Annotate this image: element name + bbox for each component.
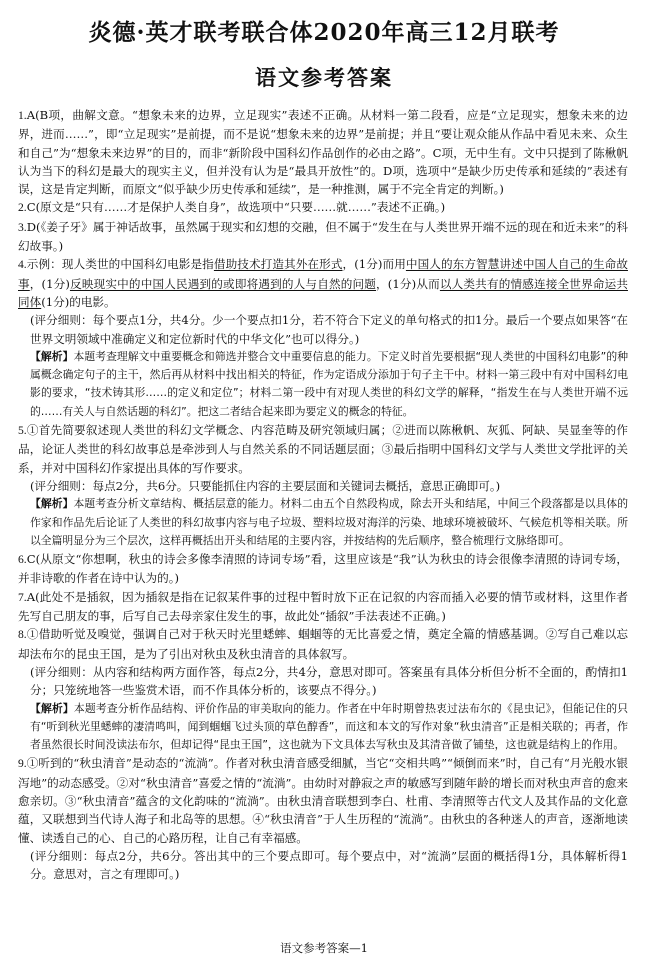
analysis-tag: 【解析】 [30, 497, 74, 511]
answer-number: 6. [18, 553, 27, 567]
answer-text: C(原文是“只有……才是保护人类自身”，故选项中“只要……就……”表述不正确。) [26, 200, 446, 215]
answer-number: 1. [18, 109, 27, 122]
answer-number: 3. [18, 220, 27, 234]
analysis-block [18, 700, 628, 755]
answer-item-q6 [18, 550, 628, 588]
answer-number: 8. [18, 628, 27, 642]
answer-item [18, 218, 628, 256]
underlined-point: 中国人的东方智慧讲述中国人自己的生命故事 [18, 257, 628, 291]
answer-key-heading: 语文参考答案 [255, 65, 393, 90]
answer-text: D(《姜子牙》属于神话故事，虽然属于现实和幻想的交融，但不属于“发生在与人类世界开端不远的现在和近未来”的科幻故事。) [18, 219, 628, 254]
scoring-rules: (评分细则：从内容和结构两方面作答，每点2分，共4分，意思对即可。答案虽有具体分析但分析不全面的，酌情扣1分；只笼统地答一些鉴赏术语，而不作具体分析的，该要点不得分。) [30, 664, 628, 698]
answer-text: ，(1分)而用 [342, 257, 406, 272]
answer-text: ①首先简要叙述现人类世的科幻文学概念、内容范畴及研究领域归属；②进而以陈楸帆、灰狐、阿缺、吴显奎等的作品，论证人类世的科幻故事总是牵涉到人与自然关系的不同话题层面；③最后指明中国科幻文学与人类世文学批评的关系，并对中国科幻作家提出具体的写作要求。 [18, 423, 628, 475]
analysis-tag: 【解析】 [30, 349, 74, 363]
answer-text: ①听到的“秋虫清音”是动态的“流淌”。作者对秋虫清音感受细腻，当它“交相共鸣”“倾倒而来”时，自己有“月光般水银泻地”的动态感受。②对“秋虫清音”喜爱之情的“流淌”。由幼时对静寂之声的敏感写到随年龄的增长而对秋虫声音的愈来愈亲切。③“秋虫清音”蕴含的文化韵味的“流淌”。由秋虫清音联想到李白、杜甫、李清照等古代文人及其作品的文化意蕴，又联想到当代诗人海子和北岛等的思想。④“秋虫清音”于人生历程的“流淌”。由秋虫的各种迷人的声音，逐渐地读懂、读透自己的心、自己的心路历程，让自己有幸福感。 [18, 756, 628, 845]
answer-item-q8 [18, 625, 628, 663]
answer-item-q7 [18, 588, 628, 626]
answer-number: 7. [18, 590, 27, 604]
scoring-rules: (评分细则：每个要点1分，共4分。少一个要点扣1分，若不符合下定义的单句格式的扣1分。最后一个要点如果答“在世界文明领域中准确定义和定位新时代的中华文化”也可以得分。) [30, 313, 628, 346]
underlined-point: 以人类共有的情感连接全世界命运共同体 [18, 276, 628, 309]
underlined-point: 反映现实中的中国人民遇到的或即将遇到的人与自然的问题 [69, 276, 377, 291]
exam-title: 炎德·英才联考联合体2020年高三12月联考 [88, 19, 560, 46]
answer-item-q5 [18, 421, 628, 477]
underlined-point: 借助技术打造其外在形式 [213, 257, 343, 272]
scoring-rules: (评分细则：每点2分，共6分。答出其中的三个要点即可。每个要点中，对“流淌”层面的概括得1分，具体解析得1分。意思对，言之有理即可。) [30, 848, 628, 882]
analysis-text: 本题考查理解文中重要概念和筛选并整合文中重要信息的能力。下定义时首先要根据“现人类世的中国科幻电影”的种属概念确定句子的主干，然后再从材料中找出相关的特征，作为定语成分添加于句子主干中。材料一第三段中有对中国科幻电影的要求，“技术铸其形……的定义和定位”；材料二第一段中有对现人类世的科幻文学的解释，“指发生在与人类世开端不远的……有关人与自然话题的科幻”。把这二者结合起来即为要定义的概念的特征。 [30, 349, 629, 418]
answer-number: 9. [18, 757, 27, 771]
answer-number: 2. [18, 201, 27, 215]
answer-item-q9 [18, 754, 628, 846]
answer-text: ，(1分) [29, 276, 70, 291]
answer-text: C(从原文“你想啊，秋虫的诗会多像李清照的诗词专场”看，这里应该是“我”认为秋虫的诗会很像李清照的诗词专场，并非诗歌的作者在诗中认为的。) [18, 552, 628, 586]
analysis-tag: 【解析】 [30, 701, 74, 715]
answer-content [18, 106, 628, 883]
analysis-text: 本题考查分析文章结构、概括层意的能力。材料二由五个自然段构成，除去开头和结尾，中间三个段落都是以具体的作家和作品先后论证了人类世的科幻故事内容与电子垃圾、塑料垃圾对海洋的污染、地球环境被破坏、气候危机等相关联。所以全篇明显分为三个层次，这样再概括出开头和结尾的主要内容，并按结构的先后顺序，整合梳理行文脉络即可。 [30, 497, 628, 547]
analysis-text: 本题考查分析作品结构、评价作品的审美取向的能力。作者在中年时期曾热衷过法布尔的《昆虫记》，但能记住的只有“听到秋光里蟋蟀的凄清鸣叫，闻到蝈蝈飞过头顶的草色醇香”，而这和本文的写作对象“秋虫清音”正是相关联的；再者，作者虽然很长时间没读法布尔，但却记得“昆虫王国”，这也就为下文具体去写秋虫及其清音做了铺垫，这也就是结构上的作用。 [30, 701, 628, 752]
analysis-block [18, 495, 628, 550]
answer-item-q4 [18, 255, 628, 311]
answer-text: A(此处不是插叙，因为插叙是指在记叙某件事的过程中暂时放下正在记叙的内容而插入必要的情节或材料，这里作者先写自己朋友的事，后写自己去母亲家住发生的事，故此处“插叙”手法表述不正确。) [18, 589, 628, 624]
answer-number: 4. [18, 258, 27, 272]
answer-text: (1分)的电影。 [41, 294, 116, 309]
scoring-rules: (评分细则：每点2分，共6分。只要能抓住内容的主要层面和关键词去概括，意思正确即可。) [30, 478, 501, 493]
answer-text: ①借助听觉及嗅觉，强调自己对于秋天时光里蟋蟀、蝈蝈等的无比喜爱之情，奠定全篇的情感基调。②写自己难以忘却法布尔的昆虫王国，是为了引出对秋虫及秋虫清音的具体叙写。 [18, 627, 628, 661]
answer-number: 5. [18, 424, 27, 438]
answer-text: ，(1分)从而 [376, 276, 440, 291]
answer-item [18, 198, 628, 217]
page-footer: 语文参考答案—1 [280, 941, 368, 955]
answer-text: 示例：现人类世的中国科幻电影是指 [26, 257, 214, 272]
answer-item [18, 106, 628, 198]
analysis-block [18, 348, 628, 421]
answer-text: A(B项，曲解文意。“想象未来的边界，立足现实”表述不正确。从材料一第二段看，应是“立足现实，想象未来的边界，进而……”，即“立足现实”是前提，而不是说“想象未来的边界”是前提；并且“要让观众能从作品中看见未来、众生和自己”为“想象未来边界”的目的，而非“新阶段中国科幻作品创作的必由之路”。C项，无中生有。文中只提到了陈楸帆认为当下的科幻是最大的现实主义，但并没有认为是“最具开放性”的。D项，选项中“是缺少历史传承和延续的”表述有误，这是肯定判断，而原文“似乎缺少历史传承和延续”，是一种推测，属于不完全肯定的判断。) [18, 108, 628, 197]
